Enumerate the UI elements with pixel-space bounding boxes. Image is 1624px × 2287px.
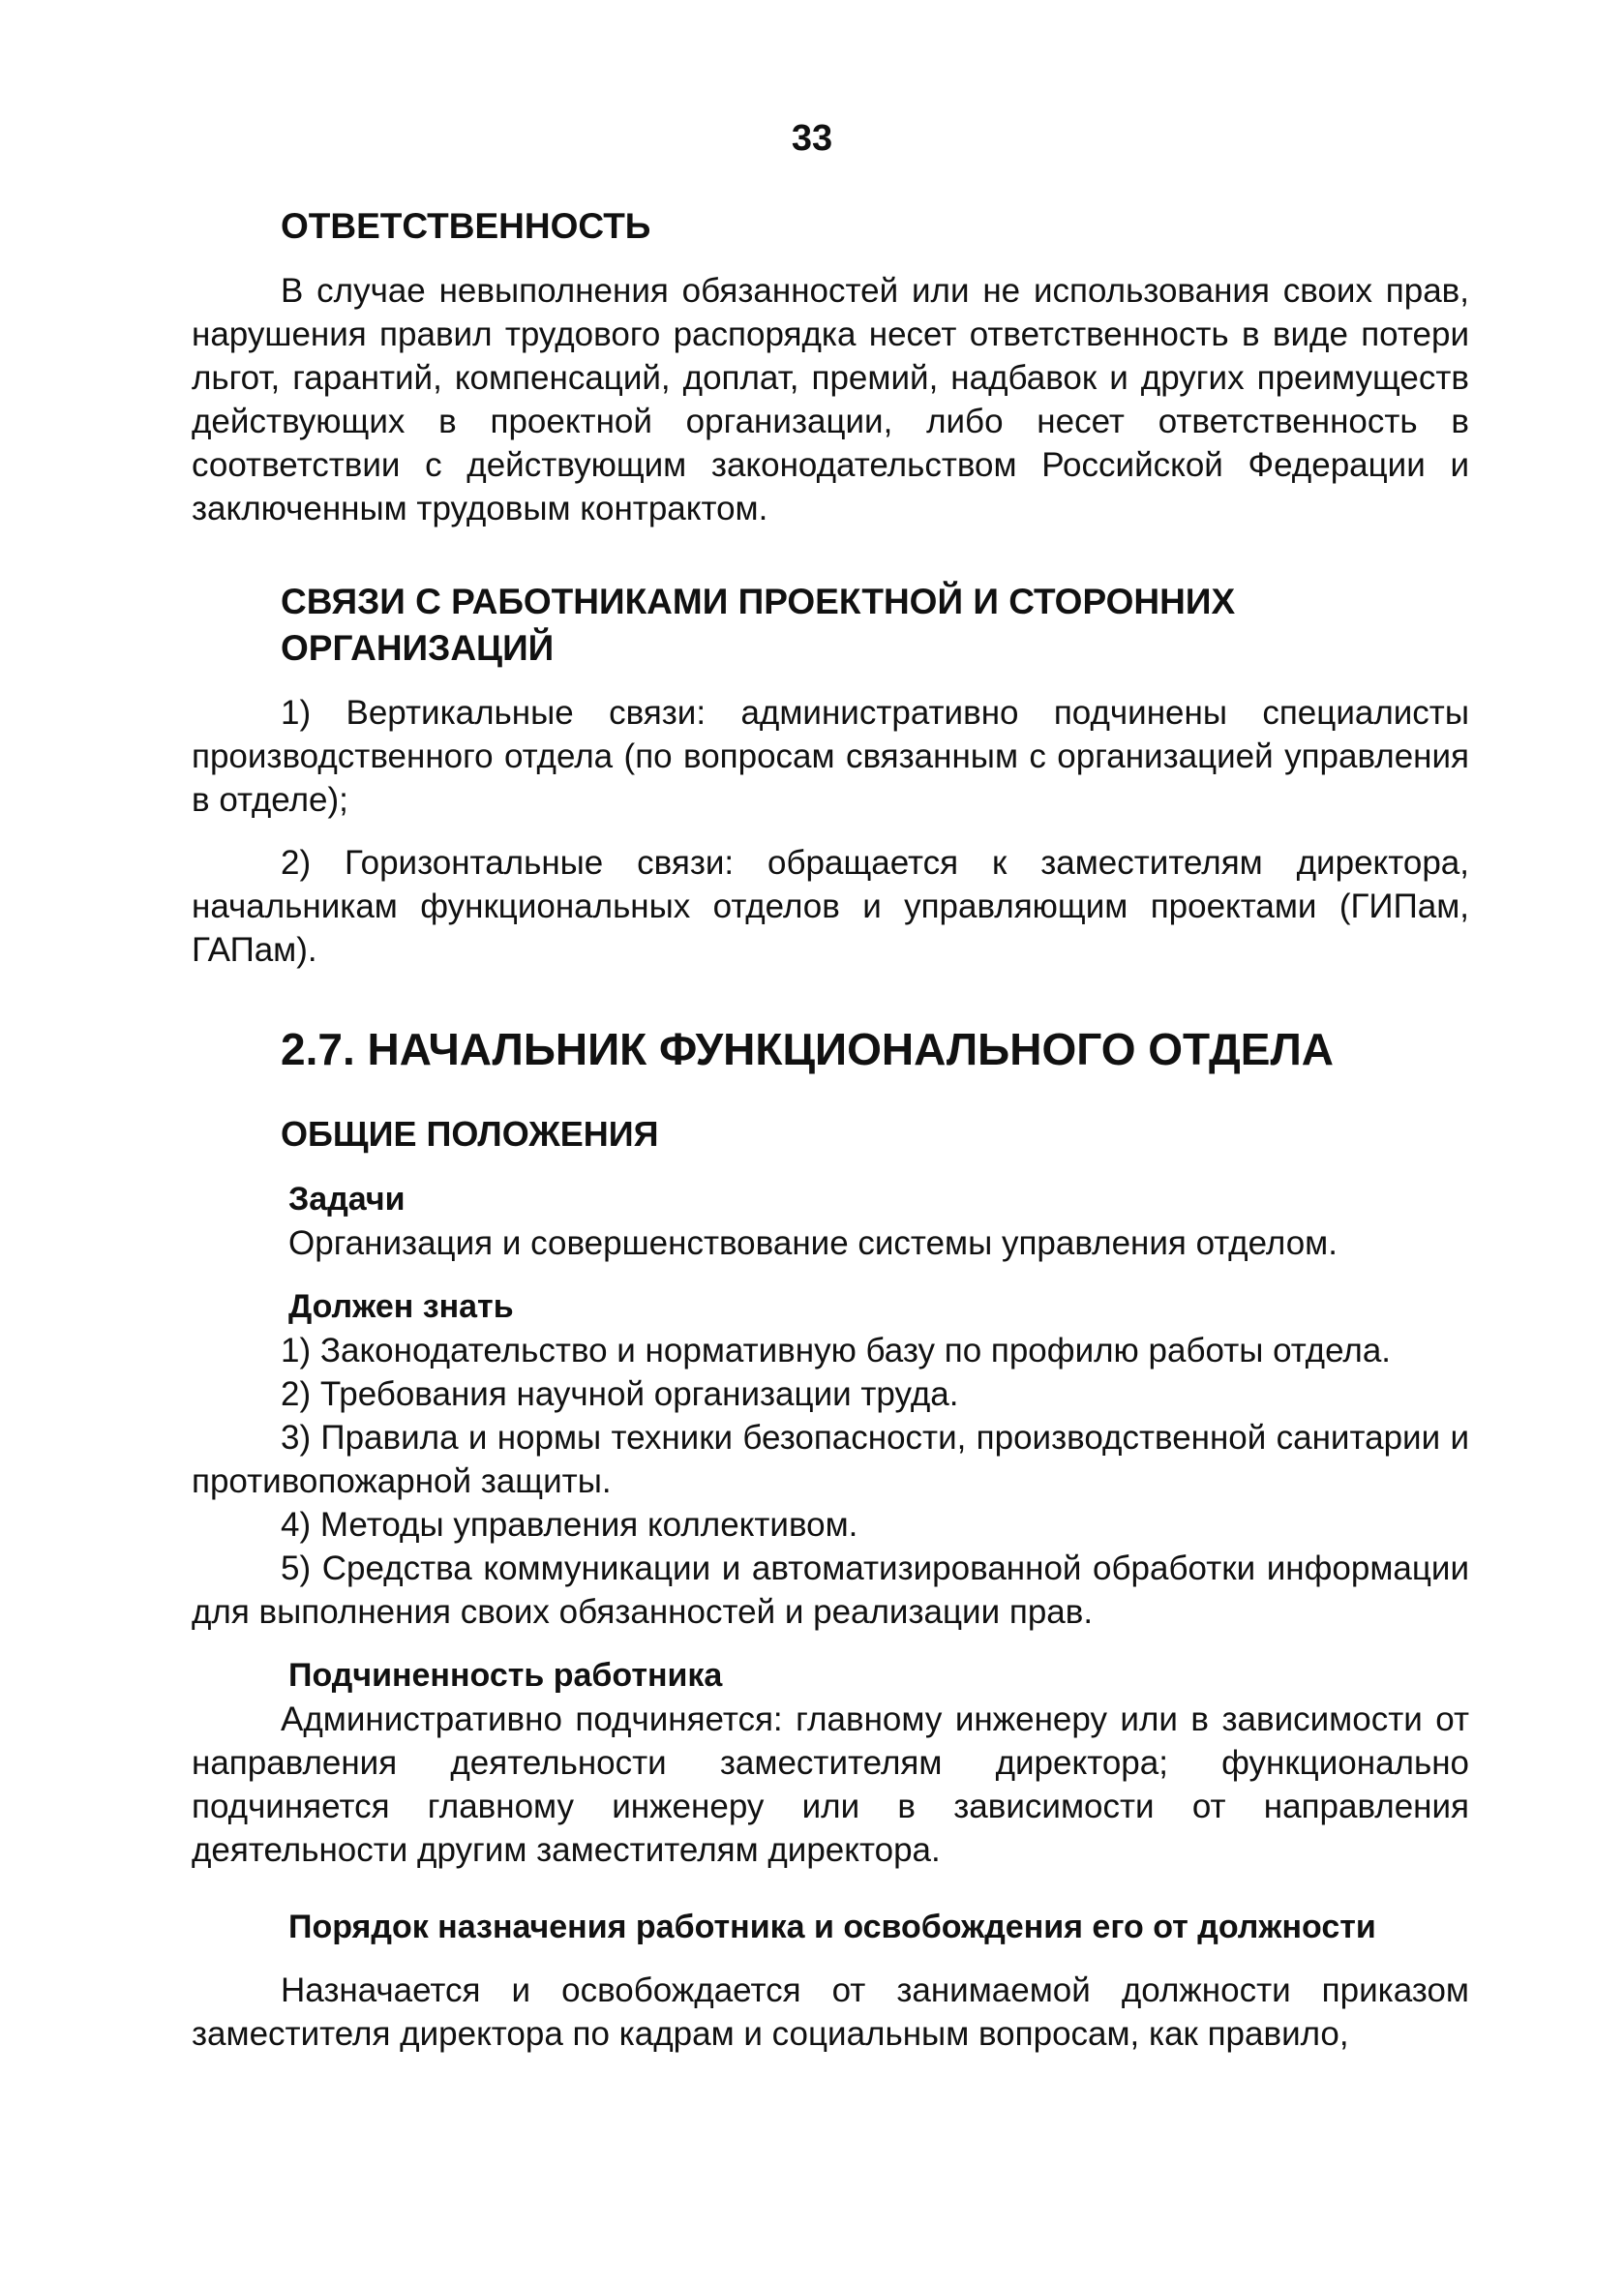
relations-item-horizontal: 2) Горизонтальные связи: обращается к заместителям директора, начальникам функциональных отделов и управляющим проектами (ГИПам, ГАПам). [192, 844, 1469, 969]
must-know-item: 2) Требования научной организации труда. [281, 1375, 959, 1413]
relations-item-vertical: 1) Вертикальные связи: административно подчинены специалисты производственного отдела (по вопросам связанным с организацией управления в отделе); [192, 694, 1469, 819]
appointment-heading: Порядок назначения работника и освобождения его от должности [288, 1909, 1376, 1945]
must-know-item: 5) Средства коммуникации и автоматизированной обработки информации для выполнения своих обязанностей и реализации прав. [192, 1550, 1469, 1631]
tasks-text: Организация и совершенствование системы управления отделом. [288, 1224, 1338, 1262]
section-title-relations: СВЯЗИ С РАБОТНИКАМИ ПРОЕКТНОЙ И СТОРОННИХ ОРГАНИЗАЦИЙ [281, 582, 1236, 668]
responsibility-paragraph: В случае невыполнения обязанностей или не использования своих прав, нарушения правил трудового распорядка несет ответственность в виде потери льгот, гарантий, компенсаций, доплат, премий, надбавок и других преимуществ действующих в проектной организации, либо несет ответственность в соответствии с действующим законодательством Российской Федерации и заключенным трудовым контрактом. [192, 272, 1469, 527]
must-know-item: 1) Законодательство и нормативную базу по профилю работы отдела. [281, 1332, 1392, 1369]
chapter-title: 2.7. НАЧАЛЬНИК ФУНКЦИОНАЛЬНОГО ОТДЕЛА [281, 1024, 1334, 1074]
general-provisions-title: ОБЩИЕ ПОЛОЖЕНИЯ [281, 1114, 659, 1154]
subordination-heading: Подчиненность работника [288, 1657, 723, 1694]
must-know-heading: Должен знать [288, 1288, 514, 1325]
appointment-text: Назначается и освобождается от занимаемой должности приказом заместителя директора по кадрам и социальным вопросам, как правило, [192, 1971, 1469, 2053]
section-title-responsibility: ОТВЕТСТВЕННОСТЬ [281, 206, 651, 246]
subordination-text: Административно подчиняется: главному инженеру или в зависимости от направления деятельности заместителям директора; функционально подчиняется главному инженеру или в зависимости от направления деятельности другим заместителям директора. [192, 1700, 1469, 1869]
page-number: 33 [791, 118, 833, 159]
page-content [192, 203, 1469, 2056]
must-know-item: 4) Методы управления коллективом. [281, 1506, 858, 1544]
tasks-heading: Задачи [288, 1181, 406, 1218]
must-know-item: 3) Правила и нормы техники безопасности, производственной санитарии и противопожарной защиты. [192, 1419, 1469, 1500]
